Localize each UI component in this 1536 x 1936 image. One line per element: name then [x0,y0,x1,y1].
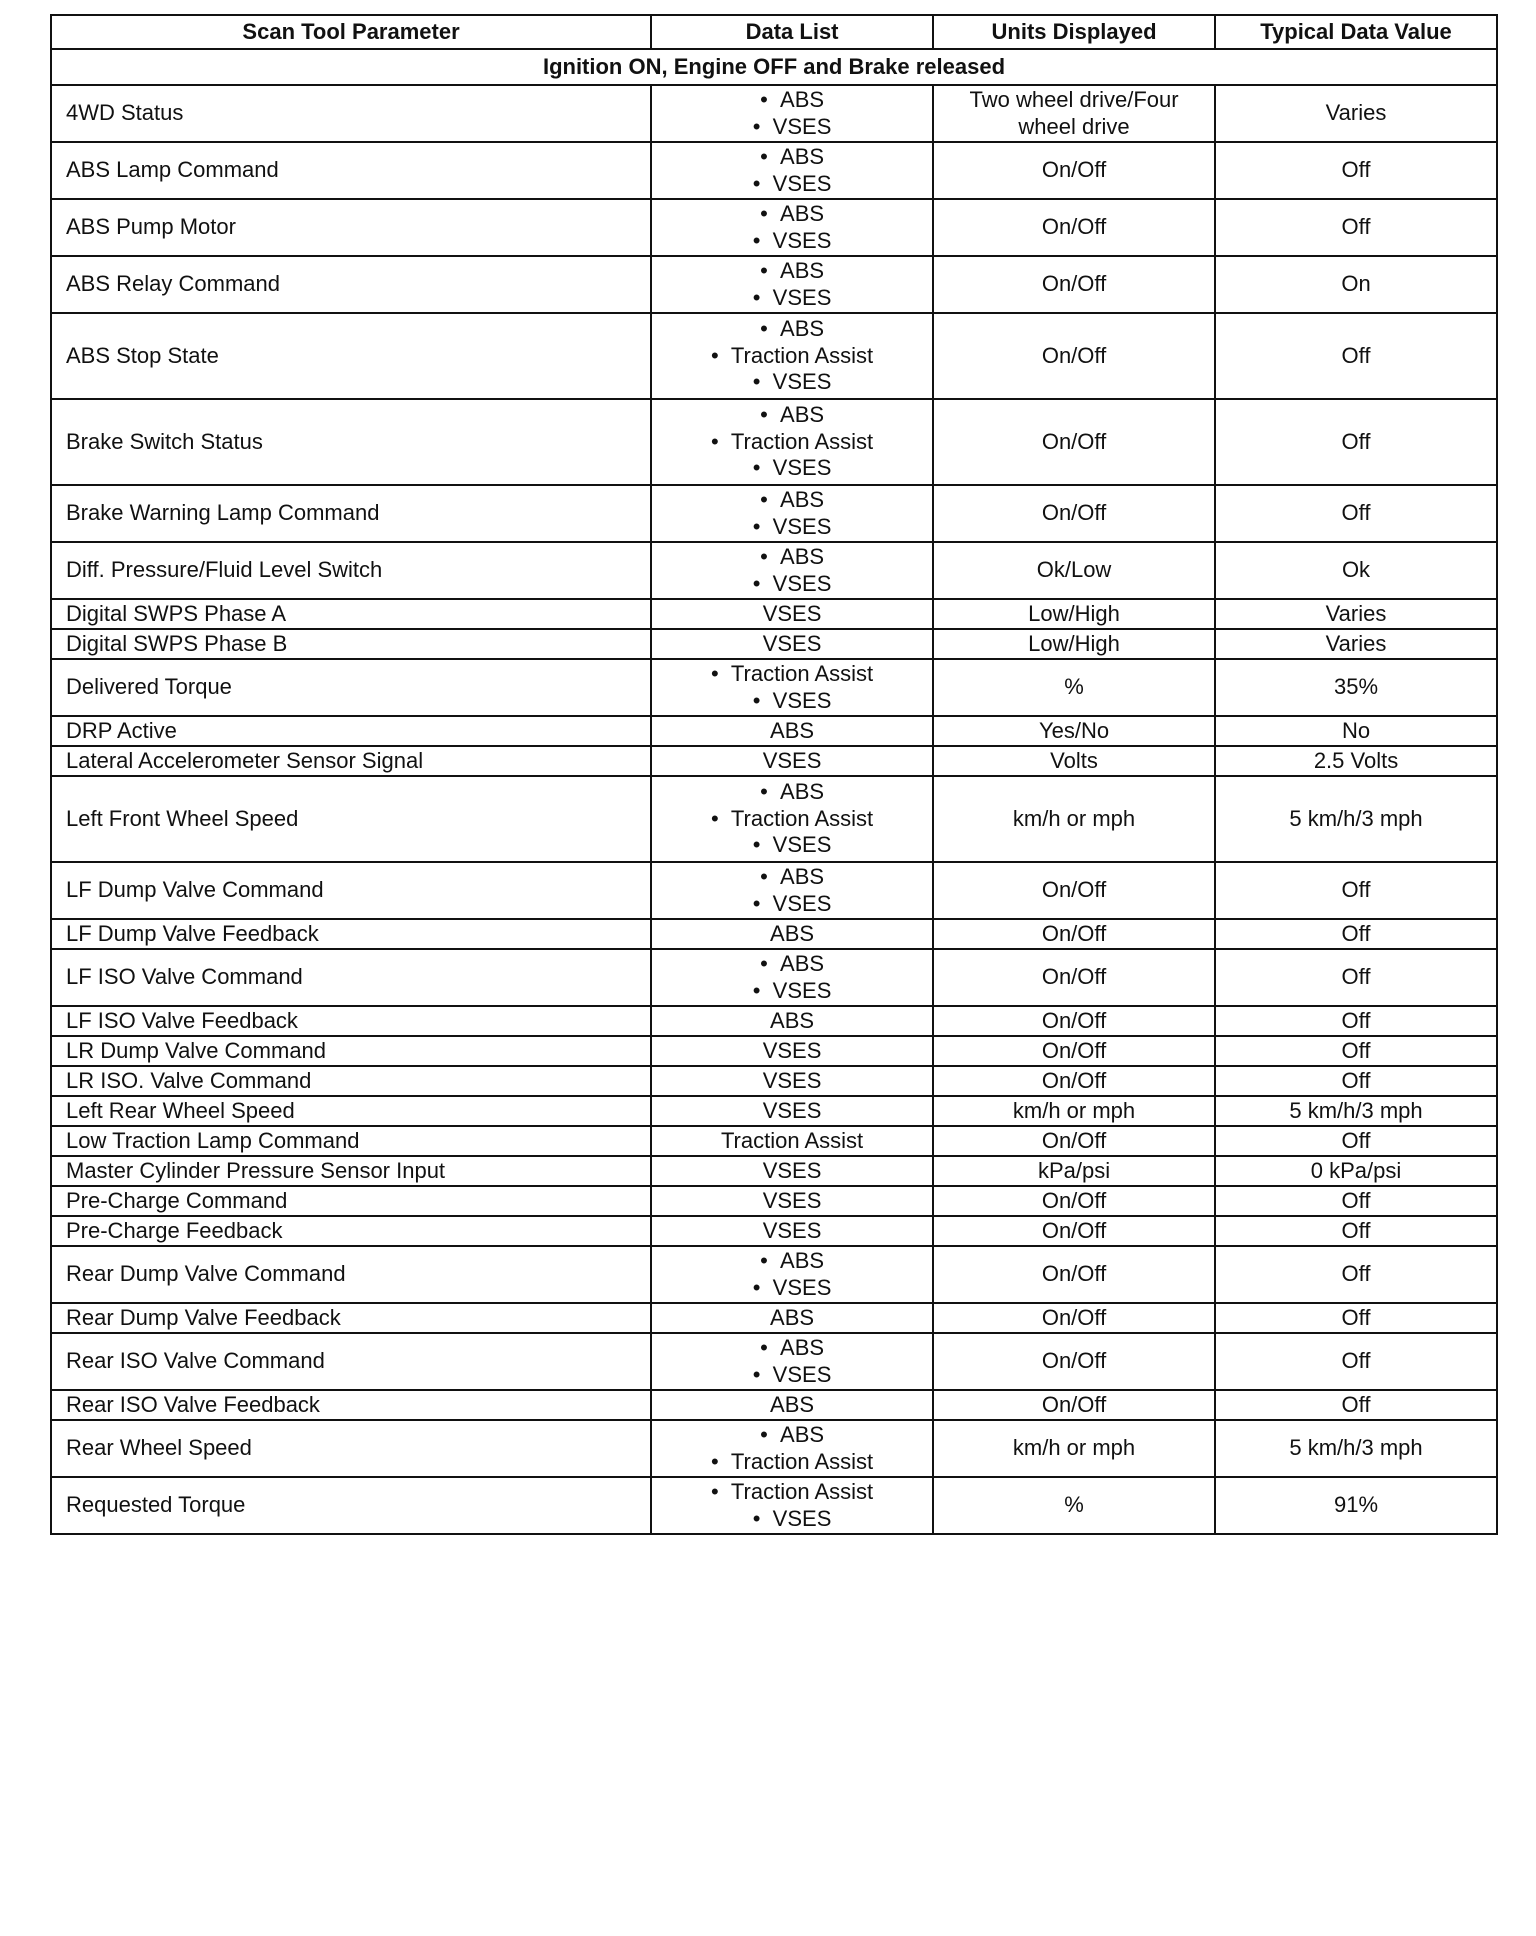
cell-data-list [651,542,933,599]
table-row [51,1156,1497,1186]
cell-parameter: Rear Dump Valve Command [51,1246,651,1303]
table-row [51,599,1497,629]
cell-data-list [651,85,933,142]
scan-tool-data-table [50,14,1498,1535]
data-list-bullet-item: • Traction Assist [666,661,918,688]
cell-parameter: Rear ISO Valve Feedback [51,1390,651,1420]
cell-data-list: VSES [651,629,933,659]
cell-units-displayed: On/Off [933,1126,1215,1156]
cell-units-displayed: Ok/Low [933,542,1215,599]
table-row [51,1006,1497,1036]
data-list-bullet-item: • VSES [666,228,918,255]
cell-typical-data-value: Off [1215,313,1497,399]
data-list-bullet-item: • ABS [666,1248,918,1275]
data-list-bullet-item: • ABS [666,316,918,343]
cell-typical-data-value: Off [1215,1036,1497,1066]
data-list-bullet-item: • ABS [666,864,918,891]
data-list-bullet-item: • VSES [666,1362,918,1389]
table-row [51,542,1497,599]
cell-typical-data-value: Off [1215,862,1497,919]
cell-parameter: 4WD Status [51,85,651,142]
cell-data-list [651,199,933,256]
cell-parameter: LF ISO Valve Command [51,949,651,1006]
table-row [51,256,1497,313]
cell-units-displayed: On/Off [933,485,1215,542]
data-list-bullet-item: • ABS [666,144,918,171]
cell-parameter: Digital SWPS Phase A [51,599,651,629]
cell-data-list: Traction Assist [651,1126,933,1156]
cell-units-displayed: On/Off [933,862,1215,919]
cell-units-displayed: On/Off [933,142,1215,199]
table-row [51,1420,1497,1477]
table-body [51,49,1497,1534]
cell-typical-data-value: Off [1215,1066,1497,1096]
cell-parameter: LR Dump Valve Command [51,1036,651,1066]
table-row [51,1246,1497,1303]
cell-data-list [651,1333,933,1390]
table-row [51,1216,1497,1246]
cell-parameter: Brake Switch Status [51,399,651,485]
cell-parameter: Lateral Accelerometer Sensor Signal [51,746,651,776]
cell-typical-data-value: Off [1215,1333,1497,1390]
scan-tool-data-sheet [50,14,1498,1535]
cell-data-list [651,776,933,862]
cell-typical-data-value: Ok [1215,542,1497,599]
cell-units-displayed: Yes/No [933,716,1215,746]
cell-units-displayed: On/Off [933,256,1215,313]
data-list-bullet-item: • Traction Assist [666,1449,918,1476]
header-units-displayed: Units Displayed [933,15,1215,49]
cell-data-list: ABS [651,716,933,746]
table-row [51,862,1497,919]
cell-typical-data-value: Off [1215,1006,1497,1036]
cell-parameter: LR ISO. Valve Command [51,1066,651,1096]
cell-typical-data-value: Off [1215,1303,1497,1333]
cell-parameter: Left Rear Wheel Speed [51,1096,651,1126]
table-row [51,629,1497,659]
table-row [51,1333,1497,1390]
table-row [51,716,1497,746]
header-data-list: Data List [651,15,933,49]
cell-data-list [651,949,933,1006]
data-list-bullet-item: • VSES [666,114,918,141]
cell-units-displayed: On/Off [933,919,1215,949]
cell-units-displayed: % [933,659,1215,716]
table-row [51,776,1497,862]
cell-parameter: Master Cylinder Pressure Sensor Input [51,1156,651,1186]
table-row [51,1096,1497,1126]
cell-units-displayed: km/h or mph [933,1096,1215,1126]
cell-parameter: Rear Dump Valve Feedback [51,1303,651,1333]
data-list-bullet-item: • ABS [666,402,918,429]
data-list-bullet-item: • VSES [666,1275,918,1302]
data-list-bullet-item: • ABS [666,87,918,114]
data-list-bullet-item: • ABS [666,951,918,978]
cell-units-displayed: On/Off [933,1036,1215,1066]
cell-typical-data-value: 2.5 Volts [1215,746,1497,776]
cell-parameter: Requested Torque [51,1477,651,1534]
cell-typical-data-value: Varies [1215,629,1497,659]
cell-parameter: Digital SWPS Phase B [51,629,651,659]
cell-typical-data-value: Off [1215,1390,1497,1420]
cell-units-displayed: On/Off [933,1186,1215,1216]
table-row [51,1477,1497,1534]
cell-typical-data-value: 0 kPa/psi [1215,1156,1497,1186]
cell-parameter: LF Dump Valve Feedback [51,919,651,949]
cell-typical-data-value: 91% [1215,1477,1497,1534]
cell-data-list: ABS [651,1303,933,1333]
cell-typical-data-value: Varies [1215,85,1497,142]
cell-parameter: LF ISO Valve Feedback [51,1006,651,1036]
table-row [51,659,1497,716]
cell-units-displayed: On/Off [933,1246,1215,1303]
cell-data-list [651,862,933,919]
data-list-bullet-item: • ABS [666,201,918,228]
table-row [51,142,1497,199]
cell-data-list [651,142,933,199]
cell-parameter: Rear ISO Valve Command [51,1333,651,1390]
cell-data-list: VSES [651,1036,933,1066]
cell-parameter: Brake Warning Lamp Command [51,485,651,542]
cell-typical-data-value: Off [1215,485,1497,542]
cell-data-list: VSES [651,1066,933,1096]
cell-data-list [651,485,933,542]
table-row [51,1126,1497,1156]
table-row [51,313,1497,399]
data-list-bullet-item: • Traction Assist [666,429,918,456]
data-list-bullet-item: • VSES [666,369,918,396]
cell-parameter: LF Dump Valve Command [51,862,651,919]
cell-typical-data-value: Off [1215,142,1497,199]
table-row [51,199,1497,256]
cell-typical-data-value: Varies [1215,599,1497,629]
data-list-bullet-item: • ABS [666,258,918,285]
cell-units-displayed: km/h or mph [933,1420,1215,1477]
cell-units-displayed: Volts [933,746,1215,776]
cell-data-list: ABS [651,919,933,949]
cell-units-displayed: On/Off [933,1303,1215,1333]
cell-typical-data-value: 35% [1215,659,1497,716]
cell-data-list [651,1420,933,1477]
cell-data-list: VSES [651,599,933,629]
table-row [51,949,1497,1006]
table-row [51,1066,1497,1096]
cell-units-displayed: On/Off [933,1216,1215,1246]
cell-data-list: VSES [651,746,933,776]
cell-units-displayed: Two wheel drive/Four wheel drive [933,85,1215,142]
data-list-bullet-item: • Traction Assist [666,343,918,370]
cell-parameter: Delivered Torque [51,659,651,716]
data-list-bullet-item: • VSES [666,571,918,598]
data-list-bullet-item: • VSES [666,1506,918,1533]
cell-typical-data-value: Off [1215,399,1497,485]
data-list-bullet-item: • VSES [666,688,918,715]
cell-parameter: ABS Pump Motor [51,199,651,256]
table-row [51,1036,1497,1066]
data-list-bullet-item: • VSES [666,891,918,918]
data-list-bullet-item: • ABS [666,779,918,806]
table-row [51,919,1497,949]
table-row [51,746,1497,776]
cell-data-list [651,659,933,716]
cell-units-displayed: On/Off [933,1066,1215,1096]
data-list-bullet-item: • ABS [666,544,918,571]
cell-data-list: VSES [651,1186,933,1216]
cell-data-list: ABS [651,1390,933,1420]
cell-units-displayed: On/Off [933,399,1215,485]
section-title: Ignition ON, Engine OFF and Brake released [51,49,1497,85]
header-typical-data-value: Typical Data Value [1215,15,1497,49]
table-row [51,1186,1497,1216]
cell-units-displayed: On/Off [933,949,1215,1006]
table-row [51,485,1497,542]
cell-typical-data-value: Off [1215,1126,1497,1156]
cell-units-displayed: Low/High [933,629,1215,659]
table-row [51,399,1497,485]
data-list-bullet-item: • VSES [666,514,918,541]
cell-parameter: DRP Active [51,716,651,746]
cell-typical-data-value: 5 km/h/3 mph [1215,1096,1497,1126]
cell-data-list: VSES [651,1216,933,1246]
data-list-bullet-item: • VSES [666,978,918,1005]
cell-typical-data-value: Off [1215,1216,1497,1246]
header-row [51,15,1497,49]
cell-data-list [651,399,933,485]
cell-units-displayed: km/h or mph [933,776,1215,862]
cell-typical-data-value: No [1215,716,1497,746]
table-row [51,1303,1497,1333]
cell-parameter: Pre-Charge Command [51,1186,651,1216]
cell-typical-data-value: 5 km/h/3 mph [1215,776,1497,862]
data-list-bullet-item: • ABS [666,487,918,514]
cell-units-displayed: % [933,1477,1215,1534]
table-row [51,85,1497,142]
table-row [51,1390,1497,1420]
cell-units-displayed: On/Off [933,1006,1215,1036]
cell-parameter: ABS Lamp Command [51,142,651,199]
cell-typical-data-value: On [1215,256,1497,313]
cell-parameter: Pre-Charge Feedback [51,1216,651,1246]
cell-units-displayed: On/Off [933,313,1215,399]
cell-typical-data-value: 5 km/h/3 mph [1215,1420,1497,1477]
cell-parameter: ABS Relay Command [51,256,651,313]
cell-typical-data-value: Off [1215,199,1497,256]
data-list-bullet-item: • VSES [666,171,918,198]
cell-typical-data-value: Off [1215,1186,1497,1216]
data-list-bullet-item: • VSES [666,832,918,859]
cell-parameter: Left Front Wheel Speed [51,776,651,862]
cell-data-list [651,1246,933,1303]
cell-units-displayed: On/Off [933,1333,1215,1390]
header-scan-tool-parameter: Scan Tool Parameter [51,15,651,49]
data-list-bullet-item: • ABS [666,1422,918,1449]
cell-typical-data-value: Off [1215,949,1497,1006]
cell-parameter: Low Traction Lamp Command [51,1126,651,1156]
cell-data-list [651,313,933,399]
cell-parameter: Rear Wheel Speed [51,1420,651,1477]
cell-typical-data-value: Off [1215,919,1497,949]
data-list-bullet-item: • Traction Assist [666,1479,918,1506]
cell-typical-data-value: Off [1215,1246,1497,1303]
cell-units-displayed: On/Off [933,199,1215,256]
cell-parameter: ABS Stop State [51,313,651,399]
data-list-bullet-item: • Traction Assist [666,806,918,833]
cell-units-displayed: kPa/psi [933,1156,1215,1186]
cell-data-list [651,256,933,313]
cell-data-list [651,1477,933,1534]
cell-parameter: Diff. Pressure/Fluid Level Switch [51,542,651,599]
section-row [51,49,1497,85]
data-list-bullet-item: • ABS [666,1335,918,1362]
cell-data-list: ABS [651,1006,933,1036]
cell-data-list: VSES [651,1096,933,1126]
cell-units-displayed: On/Off [933,1390,1215,1420]
cell-units-displayed: Low/High [933,599,1215,629]
data-list-bullet-item: • VSES [666,285,918,312]
data-list-bullet-item: • VSES [666,455,918,482]
cell-data-list: VSES [651,1156,933,1186]
